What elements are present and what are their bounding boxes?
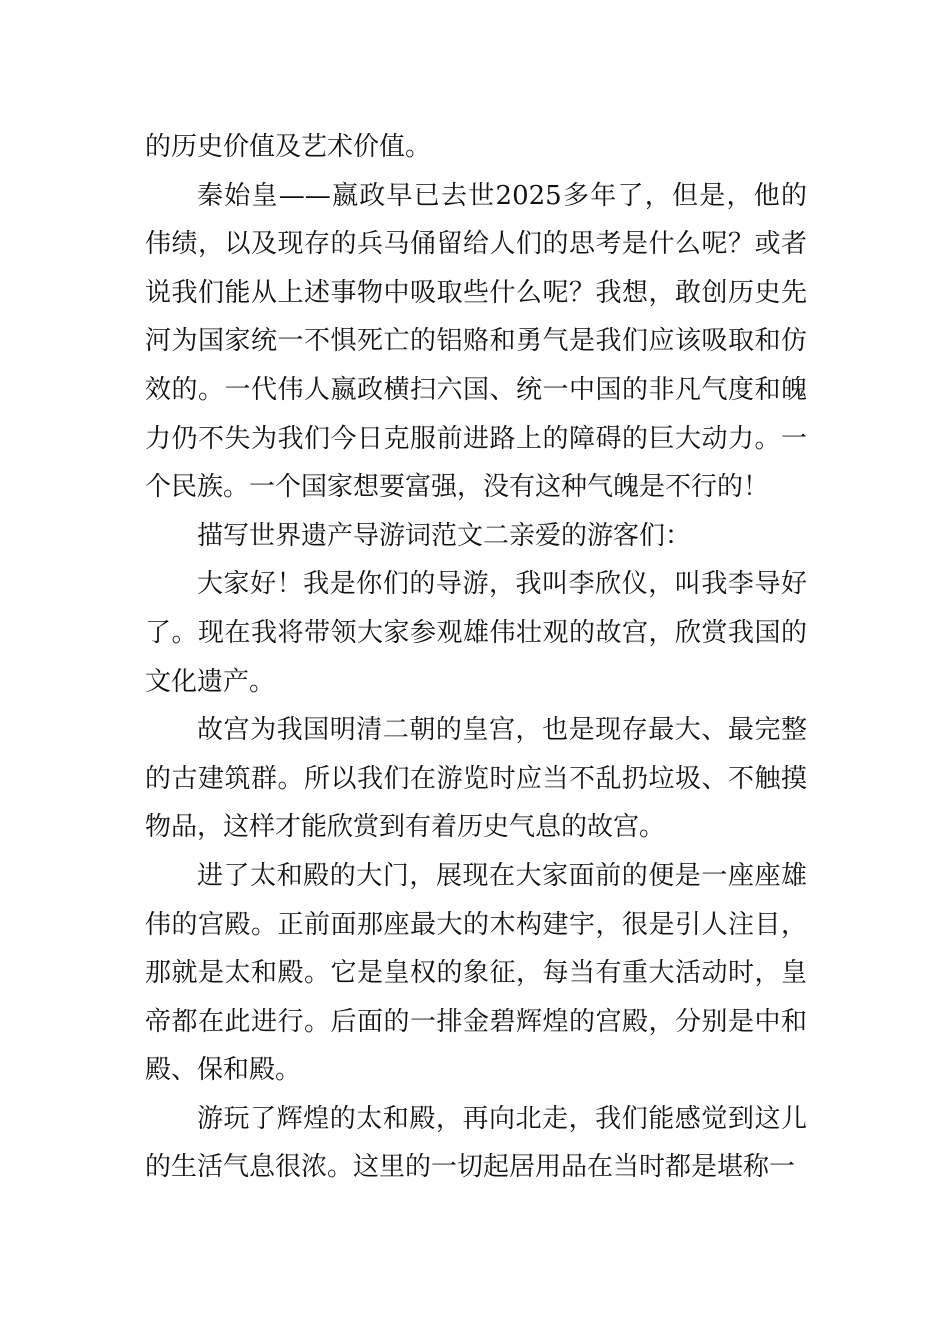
paragraph-6: 进了太和殿的大门，展现在大家面前的便是一座座雄伟的宫殿。正前面那座最大的木构建宇，很是引人注目，那就是太和殿。它是皇权的象征，每当有重大活动时，皇帝都在此进行。后面的一排金碧辉煌的宫殿，分别是中和殿、保和殿。 (145, 860, 807, 1086)
body-text (145, 123, 807, 1192)
paragraph-3: 描写世界遗产导游词范文二亲爱的游客们： (197, 520, 692, 551)
paragraph-4: 大家好！我是你们的导游，我叫李欣仪，叫我李导好了。现在我将带领大家参观雄伟壮观的故宫，欣赏我国的文化遗产。 (145, 569, 807, 697)
paragraph-2: 秦始皇——嬴政早已去世2025多年了，但是，他的伟绩，以及现存的兵马俑留给人们的思考是什么呢？或者说我们能从上述事物中吸取些什么呢？我想，敢创历史先河为国家统一不惧死亡的铝赂和勇气是我们应该吸取和仿效的。一代伟人嬴政横扫六国、统一中国的非凡气度和魄力仍不失为我们今日克服前进路上的障碍的巨大动力。一个民族。一个国家想要富强，没有这种气魄是不行的！ (145, 180, 807, 503)
paragraph-5: 故宫为我国明清二朝的皇宫，也是现存最大、最完整的古建筑群。所以我们在游览时应当不乱扔垃圾、不触摸物品，这样才能欣赏到有着历史气息的故宫。 (145, 715, 807, 843)
paragraph-1: 的历史价值及艺术价值。 (145, 132, 432, 162)
paragraph-7: 游玩了辉煌的太和殿，再向北走，我们能感觉到这儿的生活气息很浓。这里的一切起居用品在当时都是堪称一 (145, 1103, 807, 1183)
